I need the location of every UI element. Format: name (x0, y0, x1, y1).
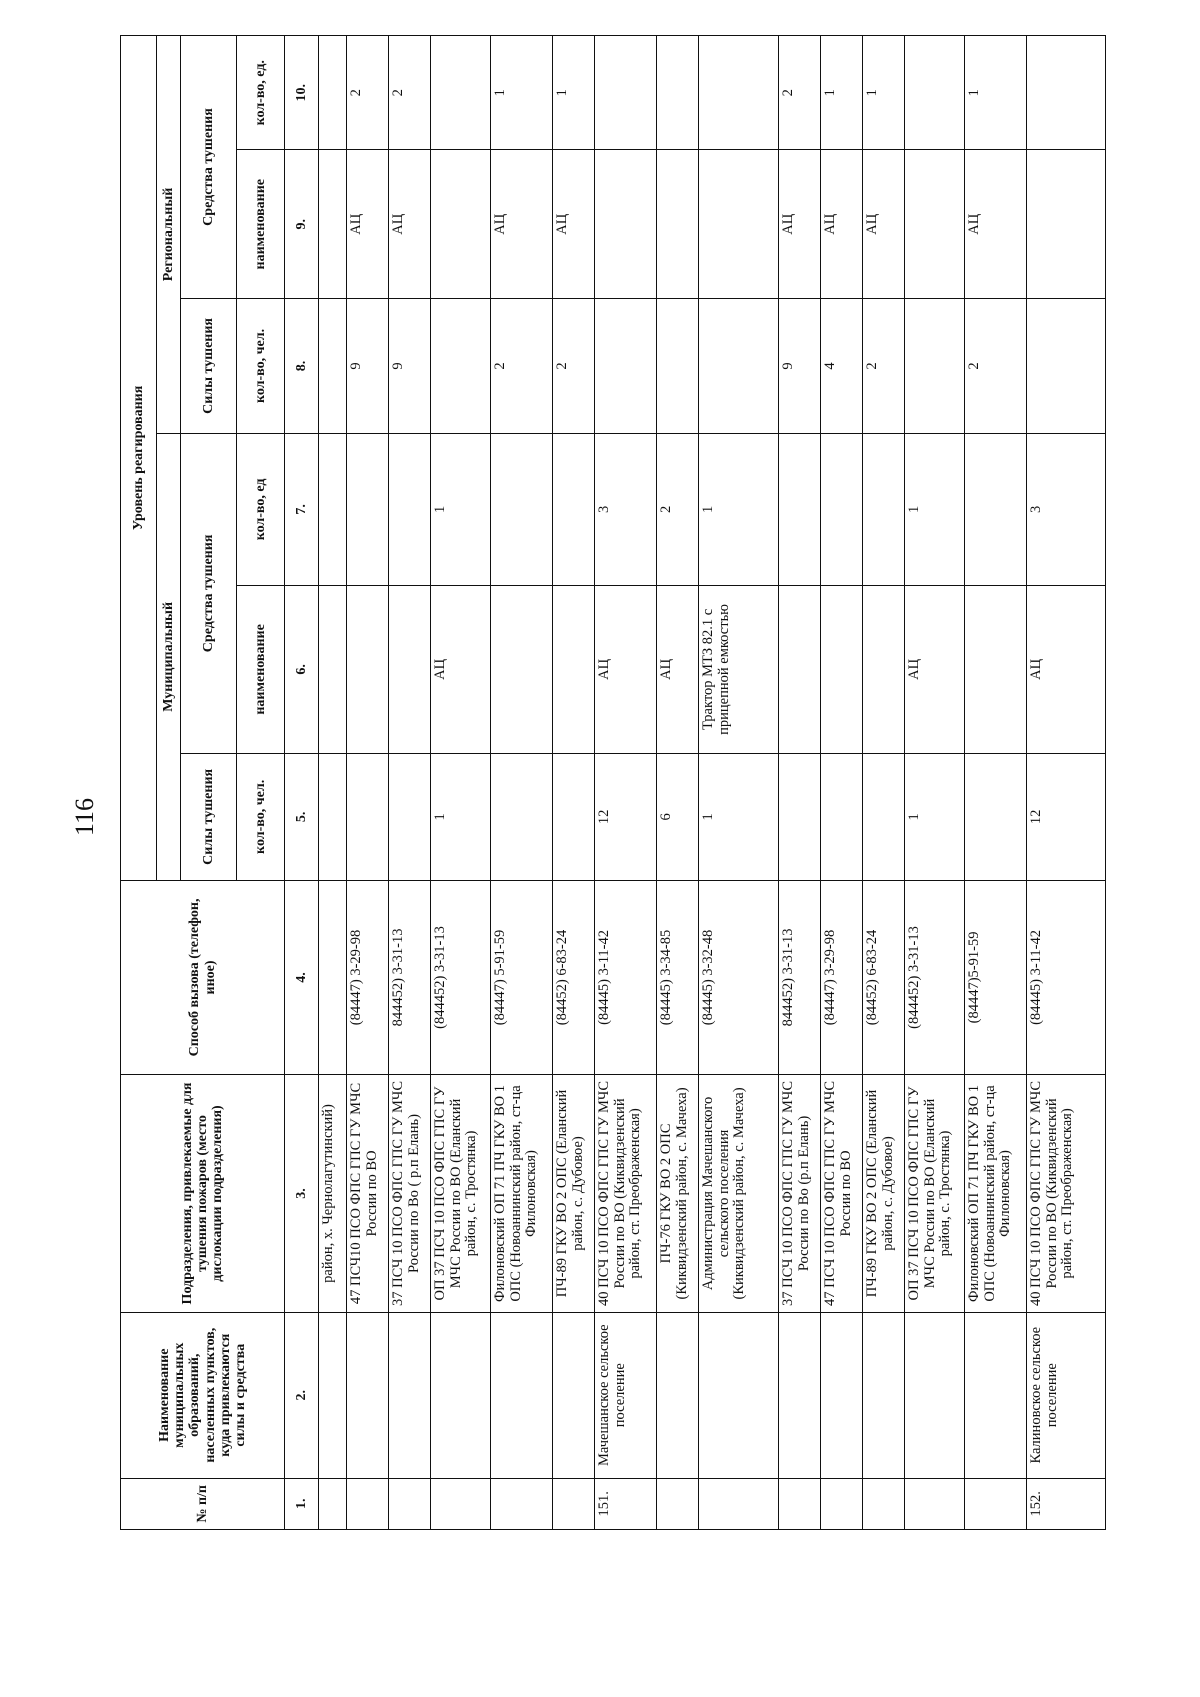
header-municipal: Муниципальный (157, 433, 181, 880)
cell-r-count (1027, 36, 1106, 150)
col-number-6: 6. (285, 585, 319, 753)
cell-m-means (347, 585, 389, 753)
cell-r-forces: 9 (389, 299, 431, 434)
header-call-method: Способ вызова (телефон, иное) (121, 880, 285, 1074)
cell-m-count (779, 433, 821, 585)
cell-phone: (84447)5-91-59 (965, 880, 1027, 1074)
header-units: Подразделения, привлекаемые для тушения пожаров (место дислокации подразделения) (121, 1075, 285, 1313)
cell-r-count (699, 36, 779, 150)
cell-municipality: Мачешанское сельское поселение (595, 1312, 657, 1478)
table-row (389, 36, 431, 1530)
table-row (863, 36, 905, 1530)
cell-r-forces (431, 299, 491, 434)
cell-r-count (905, 36, 965, 150)
cell-m-means (779, 585, 821, 753)
cell-r-count: 1 (491, 36, 553, 150)
cell-unit: 47 ПСЧ10 ПСО ФПС ГПС ГУ МЧС России по ВО (347, 1075, 389, 1313)
cell-unit: ПЧ-76 ГКУ ВО 2 ОПС (Киквидзенский район, с. Мачеха) (657, 1075, 699, 1313)
header-municipality: Наименование муниципальных образований, населенных пунктов, куда привлекаются силы и средства (121, 1312, 285, 1478)
cell-municipality (821, 1312, 863, 1478)
cell-number (821, 1478, 863, 1529)
cell-phone: (84447) 3-29-98 (821, 880, 863, 1074)
cell-r-count (431, 36, 491, 150)
cell-m-forces: 6 (657, 753, 699, 880)
cell-number (779, 1478, 821, 1529)
cell-r-forces: 2 (491, 299, 553, 434)
cell-r-means: АЦ (389, 150, 431, 299)
cell-m-means (863, 585, 905, 753)
cell-municipality (431, 1312, 491, 1478)
cell-m-forces: 1 (905, 753, 965, 880)
header-number: № п/п (121, 1478, 285, 1529)
cell-m-forces (389, 753, 431, 880)
cell-phone: (84445) 3-32-48 (699, 880, 779, 1074)
cell-m-means: АЦ (431, 585, 491, 753)
cell-unit: 40 ПСЧ 10 ПСО ФПС ГПС ГУ МЧС России по ВО (Киквидзенский район, ст. Преображенская) (1027, 1075, 1106, 1313)
cell-unit: район, х. Чернолагутинский) (319, 1075, 347, 1313)
cell-unit: Филоновский ОП 71 ПЧ ГКУ ВО 1 ОПС (Новоаннинский район, ст-ца Филоновская) (491, 1075, 553, 1313)
cell-r-count: 2 (347, 36, 389, 150)
cell-m-forces (347, 753, 389, 880)
header-m-people: кол-во, чел. (237, 753, 285, 880)
cell-r-forces: 9 (347, 299, 389, 434)
cell-unit: 47 ПСЧ 10 ПСО ФПС ГПС ГУ МЧС России по ВО (821, 1075, 863, 1313)
cell-r-count (657, 36, 699, 150)
cell-unit: ПЧ-89 ГКУ ВО 2 ОПС (Еланский район, с. Дубовое) (863, 1075, 905, 1313)
cell-number (965, 1478, 1027, 1529)
cell-municipality (779, 1312, 821, 1478)
col-number-3: 3. (285, 1075, 319, 1313)
cell-unit: 37 ПСЧ 10 ПСО ФПС ГПС ГУ МЧС России по Во (р.п Елань) (779, 1075, 821, 1313)
table-row (347, 36, 389, 1530)
cell-m-means: АЦ (905, 585, 965, 753)
cell-m-means (319, 585, 347, 753)
cell-r-means: АЦ (863, 150, 905, 299)
table-row (553, 36, 595, 1530)
cell-m-forces (863, 753, 905, 880)
cell-number (553, 1478, 595, 1529)
cell-r-means (657, 150, 699, 299)
cell-m-count (347, 433, 389, 585)
header-r-people: кол-во, чел. (237, 299, 285, 434)
col-number-9: 9. (285, 150, 319, 299)
cell-r-means (905, 150, 965, 299)
cell-r-count: 1 (821, 36, 863, 150)
cell-r-means: АЦ (491, 150, 553, 299)
cell-m-count (319, 433, 347, 585)
cell-unit: Администрация Мачешанского сельского поселения (Киквидзенский район, с. Мачеха) (699, 1075, 779, 1313)
col-number-2: 2. (285, 1312, 319, 1478)
cell-m-forces (319, 753, 347, 880)
cell-number (699, 1478, 779, 1529)
cell-number: 151. (595, 1478, 657, 1529)
cell-municipality (389, 1312, 431, 1478)
cell-unit: ОП 37 ПСЧ 10 ПСО ФПС ГПС ГУ МЧС России по ВО (Еланский район, с. Тростянка) (905, 1075, 965, 1313)
table-row (699, 36, 779, 1530)
cell-municipality (965, 1312, 1027, 1478)
header-m-name: наименование (237, 585, 285, 753)
cell-phone: (84447) 5-91-59 (491, 880, 553, 1074)
col-number-1: 1. (285, 1478, 319, 1529)
cell-r-means (699, 150, 779, 299)
cell-r-means (431, 150, 491, 299)
cell-r-means: АЦ (553, 150, 595, 299)
cell-municipality (491, 1312, 553, 1478)
cell-m-means (491, 585, 553, 753)
cell-r-forces (1027, 299, 1106, 434)
cell-phone: (84445) 3-11-42 (1027, 880, 1106, 1074)
cell-phone: (84445) 3-34-85 (657, 880, 699, 1074)
cell-r-count (319, 36, 347, 150)
cell-number (905, 1478, 965, 1529)
cell-phone: (84452) 6-83-24 (863, 880, 905, 1074)
page-number: 116 (70, 797, 100, 837)
cell-r-forces (595, 299, 657, 434)
cell-municipality (347, 1312, 389, 1478)
cell-m-forces: 12 (1027, 753, 1106, 880)
cell-number (657, 1478, 699, 1529)
response-table (120, 35, 1106, 1530)
table-row (657, 36, 699, 1530)
cell-m-means: Трактор МТЗ 82.1 с прицепной емкостью (699, 585, 779, 753)
header-regional-forces: Силы тушения (181, 299, 237, 434)
cell-r-means: АЦ (347, 150, 389, 299)
cell-m-means (389, 585, 431, 753)
cell-phone: (84447) 3-29-98 (347, 880, 389, 1074)
cell-m-forces (821, 753, 863, 880)
cell-number (431, 1478, 491, 1529)
cell-number (491, 1478, 553, 1529)
cell-m-forces: 1 (699, 753, 779, 880)
header-response-level: Уровень реагирования (121, 36, 157, 881)
header-municipal-forces: Силы тушения (181, 753, 237, 880)
cell-r-forces: 2 (965, 299, 1027, 434)
cell-m-count: 1 (905, 433, 965, 585)
table-row (319, 36, 347, 1530)
rotated-table-container (120, 35, 1106, 1530)
cell-r-forces: 9 (779, 299, 821, 434)
cell-m-forces (491, 753, 553, 880)
cell-phone: (844452) 3-31-13 (905, 880, 965, 1074)
cell-municipality (905, 1312, 965, 1478)
cell-number (389, 1478, 431, 1529)
cell-m-forces (553, 753, 595, 880)
cell-r-means (1027, 150, 1106, 299)
col-number-5: 5. (285, 753, 319, 880)
cell-m-forces: 12 (595, 753, 657, 880)
cell-m-means (965, 585, 1027, 753)
cell-number: 152. (1027, 1478, 1106, 1529)
cell-r-means (595, 150, 657, 299)
cell-unit: 40 ПСЧ 10 ПСО ФПС ГПС ГУ МЧС России по ВО (Киквидзенский район, ст. Преображенская) (595, 1075, 657, 1313)
cell-m-count: 1 (431, 433, 491, 585)
cell-phone (319, 880, 347, 1074)
cell-number (319, 1478, 347, 1529)
cell-municipality (553, 1312, 595, 1478)
cell-r-means (319, 150, 347, 299)
cell-phone: 844452) 3-31-13 (779, 880, 821, 1074)
cell-r-means: АЦ (965, 150, 1027, 299)
cell-r-forces (657, 299, 699, 434)
cell-municipality (863, 1312, 905, 1478)
cell-municipality (319, 1312, 347, 1478)
table-row (431, 36, 491, 1530)
table-row (965, 36, 1027, 1530)
cell-m-forces (965, 753, 1027, 880)
cell-r-forces (319, 299, 347, 434)
cell-unit: Филоновский ОП 71 ПЧ ГКУ ВО 1 ОПС (Новоаннинский район, ст-ца Филоновская) (965, 1075, 1027, 1313)
cell-r-count: 1 (553, 36, 595, 150)
cell-m-count (389, 433, 431, 585)
table-row (779, 36, 821, 1530)
cell-m-forces (779, 753, 821, 880)
cell-m-count (821, 433, 863, 585)
cell-phone: 844452) 3-31-13 (389, 880, 431, 1074)
cell-m-forces: 1 (431, 753, 491, 880)
cell-r-means: АЦ (779, 150, 821, 299)
table-row (595, 36, 657, 1530)
table-row (1027, 36, 1106, 1530)
header-regional-means: Средства тушения (181, 36, 237, 299)
cell-m-means (553, 585, 595, 753)
header-regional: Региональный (157, 36, 181, 434)
cell-unit: 37 ПСЧ 10 ПСО ФПС ГПС ГУ МЧС России по Во ( р.п Елань) (389, 1075, 431, 1313)
cell-r-forces: 4 (821, 299, 863, 434)
cell-r-forces: 2 (553, 299, 595, 434)
cell-municipality (657, 1312, 699, 1478)
cell-r-forces (699, 299, 779, 434)
cell-unit: ПЧ-89 ГКУ ВО 2 ОПС (Еланский район, с. Дубовое) (553, 1075, 595, 1313)
cell-m-count (863, 433, 905, 585)
header-r-count: кол-во, ед. (237, 36, 285, 150)
cell-number (863, 1478, 905, 1529)
cell-number (347, 1478, 389, 1529)
cell-m-count: 3 (1027, 433, 1106, 585)
table-row (821, 36, 863, 1530)
header-municipal-means: Средства тушения (181, 433, 237, 753)
cell-r-forces: 2 (863, 299, 905, 434)
cell-m-means: АЦ (1027, 585, 1106, 753)
cell-m-count: 3 (595, 433, 657, 585)
col-number-7: 7. (285, 433, 319, 585)
cell-m-count: 2 (657, 433, 699, 585)
cell-unit: ОП 37 ПСЧ 10 ПСО ФПС ГПС ГУ МЧС России по ВО (Еланский район, с. Тростянка) (431, 1075, 491, 1313)
cell-r-count: 1 (863, 36, 905, 150)
cell-m-means: АЦ (595, 585, 657, 753)
header-r-name: наименование (237, 150, 285, 299)
cell-r-forces (905, 299, 965, 434)
cell-r-means: АЦ (821, 150, 863, 299)
cell-m-count (491, 433, 553, 585)
table-row (491, 36, 553, 1530)
cell-phone: (84445) 3-11-42 (595, 880, 657, 1074)
col-number-10: 10. (285, 36, 319, 150)
cell-r-count: 2 (779, 36, 821, 150)
cell-municipality (699, 1312, 779, 1478)
cell-r-count: 2 (389, 36, 431, 150)
cell-m-means (821, 585, 863, 753)
cell-municipality: Калиновское сельское поселение (1027, 1312, 1106, 1478)
cell-r-count (595, 36, 657, 150)
cell-m-count (965, 433, 1027, 585)
cell-m-count: 1 (699, 433, 779, 585)
col-number-8: 8. (285, 299, 319, 434)
cell-phone: (844452) 3-31-13 (431, 880, 491, 1074)
col-number-4: 4. (285, 880, 319, 1074)
cell-m-means: АЦ (657, 585, 699, 753)
header-m-count: кол-во, ед (237, 433, 285, 585)
table-row (905, 36, 965, 1530)
cell-r-count: 1 (965, 36, 1027, 150)
cell-m-count (553, 433, 595, 585)
cell-phone: (84452) 6-83-24 (553, 880, 595, 1074)
